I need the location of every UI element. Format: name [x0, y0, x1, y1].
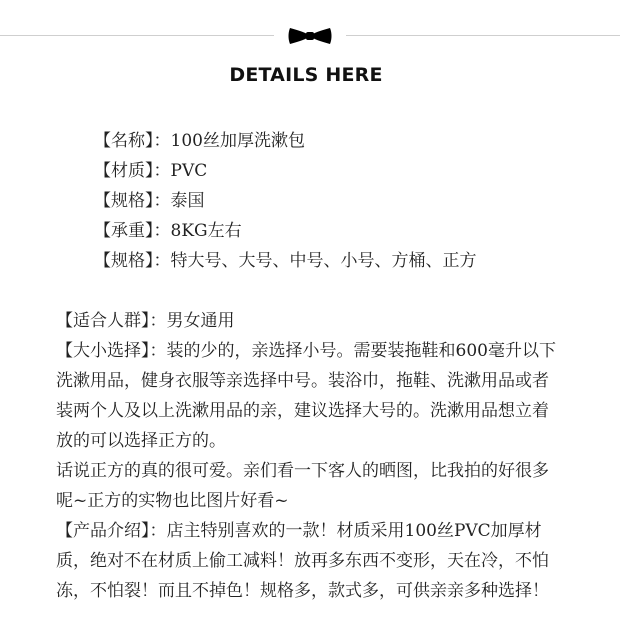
spec-value: PVC — [170, 161, 208, 181]
spec-value: 8KG左右 — [170, 221, 242, 241]
spec-label: 【规格】 — [94, 251, 154, 271]
comment-paragraph: 话说正方的真的很可爱。亲们看一下客人的晒图，比我拍的好很多呢~正方的实物也比图片好看~ — [56, 461, 549, 511]
spec-value: 特大号、大号、中号、小号、方桶、正方 — [170, 251, 477, 271]
section-heading: DETAILS HERE — [229, 64, 383, 86]
suitable-paragraph: 【适合人群】：男女通用 — [56, 311, 235, 331]
spec-label: 【名称】 — [94, 131, 154, 151]
spec-separator: ： — [153, 221, 171, 241]
spec-row-sizes — [94, 246, 614, 276]
spec-label: 【材质】 — [94, 161, 154, 181]
spec-value: 100丝加厚洗漱包 — [170, 131, 305, 151]
spec-separator: ： — [153, 251, 171, 271]
spec-row-material — [94, 156, 614, 186]
spec-label: 【规格】 — [94, 191, 154, 211]
size-choice-paragraph: 【大小选择】：装的少的，亲选择小号。需要装拖鞋和600毫升以下洗漱用品，健身衣服等亲选择中号。装浴巾，拖鞋、洗漱用品或者装两个人及以上洗漱用品的亲，建议选择大号的。洗漱用品想立着放的可以选择正方的。 — [56, 341, 556, 451]
product-description — [56, 306, 564, 618]
spec-value: 泰国 — [170, 191, 205, 211]
spec-row-spec-origin — [94, 186, 614, 216]
spec-list — [94, 126, 614, 276]
spec-label: 【承重】 — [94, 221, 154, 241]
spec-separator: ： — [153, 161, 171, 181]
divider-line-right — [346, 35, 620, 36]
spec-separator: ： — [153, 131, 171, 151]
intro-paragraph: 【产品介绍】：店主特别喜欢的一款！材质采用100丝PVC加厚材质，绝对不在材质上偷工减料！放再多东西不变形，天在冷，不怕冻，不怕裂！而且不掉色！规格多，款式多，可供亲亲多种选择！ — [56, 521, 549, 601]
bowtie-icon — [288, 25, 332, 47]
divider-line-left — [0, 35, 274, 36]
spec-row-load — [94, 216, 614, 246]
spec-row-name — [94, 126, 614, 156]
spec-separator: ： — [153, 191, 171, 211]
